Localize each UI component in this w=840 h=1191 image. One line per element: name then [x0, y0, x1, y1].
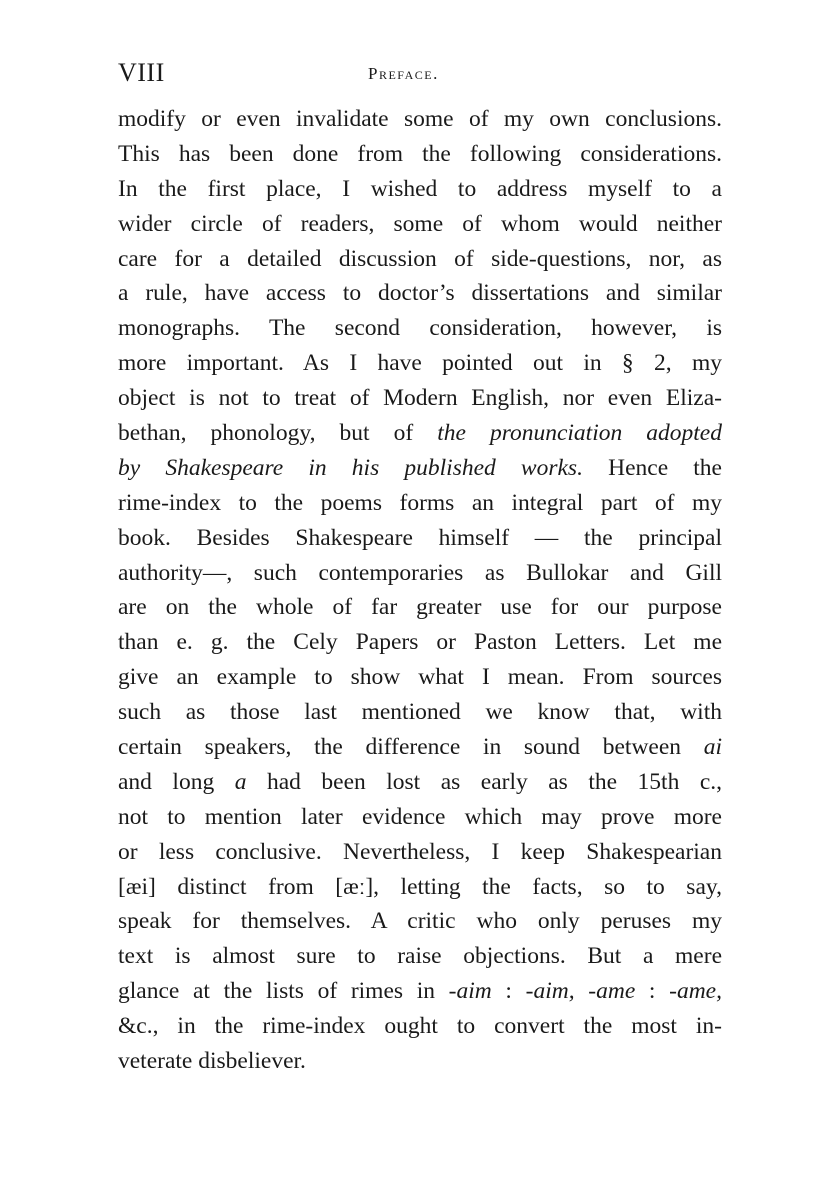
- italic-phrase: a: [234, 768, 247, 795]
- italic-phrase: -aim: [448, 978, 492, 1005]
- text-line: than e. g. the Cely Papers or Paston Letters. Let me: [118, 629, 722, 656]
- text-line: are on the whole of far greater use for our purpose: [118, 594, 722, 621]
- text-line: text is almost sure to raise objections. But a mere: [118, 943, 722, 970]
- text-line: care for a detailed discussion of side-questions, nor, as: [118, 245, 722, 272]
- text-line: not to mention later evidence which may prove more: [118, 803, 722, 830]
- text-line: speak for themselves. A critic who only peruses my: [118, 908, 722, 935]
- italic-phrase: -ame,: [669, 978, 722, 1005]
- italic-phrase: the pronunciation adopted: [437, 420, 722, 447]
- text-line: certain speakers, the difference in sound between ai: [118, 734, 722, 761]
- text-line: veterate disbeliever.: [118, 1048, 306, 1075]
- text-line: by Shakespeare in his published works. Hence the: [118, 454, 722, 481]
- text-line: object is not to treat of Modern English, nor even Eliza-: [118, 385, 722, 412]
- text-line: give an example to show what I mean. From sources: [118, 664, 722, 691]
- text-line: monographs. The second consideration, however, is: [118, 315, 722, 342]
- text-line: This has been done from the following considerations.: [118, 140, 722, 167]
- text-line: book. Besides Shakespeare himself — the principal: [118, 524, 722, 551]
- text-line: and long a had been lost as early as the 15th c.,: [118, 768, 722, 795]
- preface-body-text: [118, 102, 722, 1079]
- text-line: modify or even invalidate some of my own conclusions.: [118, 106, 722, 132]
- page-header: [118, 58, 722, 92]
- text-line: a rule, have access to doctor’s dissertations and similar: [118, 280, 722, 307]
- text-line: [æi] distinct from [æː], letting the facts, so to say,: [118, 873, 722, 900]
- text-line: In the first place, I wished to address myself to a: [118, 175, 722, 202]
- text-line: such as those last mentioned we know that, with: [118, 699, 722, 726]
- text-line: authority—, such contemporaries as Bullokar and Gill: [118, 559, 722, 586]
- text-line: wider circle of readers, some of whom would neither: [118, 210, 722, 237]
- text-line: more important. As I have pointed out in § 2, my: [118, 350, 722, 377]
- text-line: or less conclusive. Nevertheless, I keep Shakespearian: [118, 838, 722, 865]
- text-line: &c., in the rime-index ought to convert the most in-: [118, 1013, 722, 1040]
- page-number: VIII: [118, 58, 165, 87]
- italic-phrase: by Shakespeare in his published works.: [118, 454, 583, 481]
- italic-phrase: ai: [703, 734, 722, 761]
- italic-phrase: -aim, -ame: [525, 978, 636, 1005]
- text-line: rime-index to the poems forms an integral part of my: [118, 489, 722, 516]
- running-title: Preface.: [368, 64, 439, 83]
- text-line: bethan, phonology, but of the pronunciation adopted: [118, 420, 722, 447]
- text-line: glance at the lists of rimes in -aim : -aim, -ame : -ame,: [118, 978, 722, 1005]
